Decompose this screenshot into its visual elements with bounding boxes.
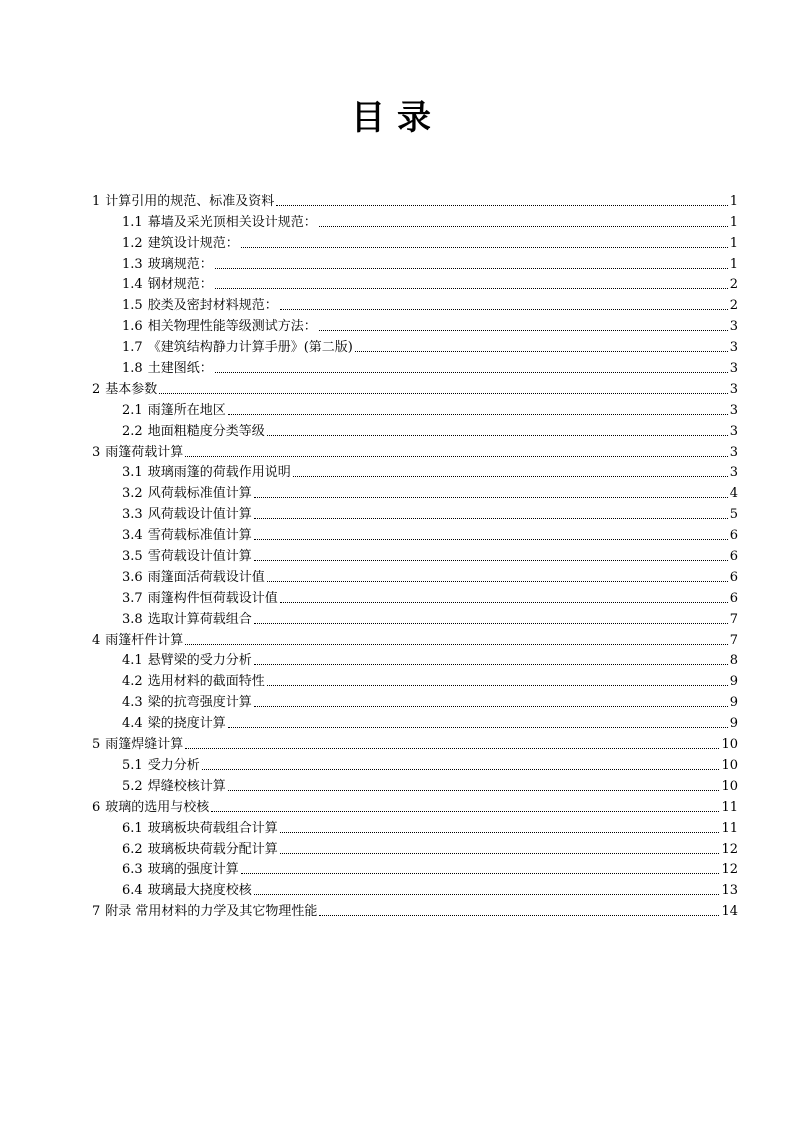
toc-entry-number: 1.8 <box>122 361 143 377</box>
toc-entry[interactable] <box>92 293 738 314</box>
toc-entry-page-number: 2 <box>729 298 738 314</box>
dot-leader <box>254 623 728 624</box>
toc-entry-number: 3.2 <box>122 486 143 502</box>
toc-entry-title: 雪荷载设计值计算 <box>147 549 252 565</box>
toc-entry-title: 焊缝校核计算 <box>147 778 226 794</box>
toc-entry-page-number: 6 <box>729 569 738 585</box>
toc-entry-number: 3.3 <box>122 507 143 523</box>
dot-leader <box>280 832 720 833</box>
toc-entry-page-number: 11 <box>721 820 738 836</box>
toc-entry-number: 3.6 <box>122 569 143 585</box>
toc-entry[interactable] <box>92 398 738 419</box>
toc-entry-number: 1.7 <box>122 340 143 356</box>
toc-entry-title: 地面粗糙度分类等级 <box>147 423 265 439</box>
toc-entry-page-number: 3 <box>729 319 738 335</box>
toc-entry[interactable] <box>92 502 738 523</box>
dot-leader <box>254 497 728 498</box>
toc-entry-page-number: 9 <box>729 716 738 732</box>
toc-entry-title: 钢材规范： <box>147 277 213 293</box>
toc-entry-title: 土建图纸： <box>147 361 213 377</box>
toc-entry-title: 《建筑结构静力计算手册》(第二版) <box>147 340 353 356</box>
toc-entry-number: 6.3 <box>122 862 143 878</box>
dot-leader <box>254 706 728 707</box>
toc-entry[interactable] <box>92 461 738 482</box>
toc-entry-title: 附录 常用材料的力学及其它物理性能 <box>105 904 318 920</box>
dot-leader <box>280 309 728 310</box>
toc-entry-page-number: 1 <box>729 214 738 230</box>
toc-entry[interactable] <box>92 565 738 586</box>
toc-entry-page-number: 1 <box>729 256 738 272</box>
toc-entry-page-number: 13 <box>721 883 738 899</box>
toc-entry-number: 5 <box>92 737 101 753</box>
dot-leader <box>280 853 720 854</box>
toc-entry-number: 6.2 <box>122 841 143 857</box>
toc-entry[interactable] <box>92 586 738 607</box>
toc-entry-number: 4.3 <box>122 695 143 711</box>
toc-entry-number: 3.7 <box>122 590 143 606</box>
toc-entry-page-number: 10 <box>721 757 738 773</box>
toc-entry[interactable] <box>92 899 738 920</box>
toc-entry-title: 计算引用的规范、标准及资料 <box>105 193 275 209</box>
toc-entry-page-number: 6 <box>729 590 738 606</box>
toc-entry-page-number: 10 <box>721 778 738 794</box>
dot-leader <box>202 769 720 770</box>
toc-entry-title: 风荷载设计值计算 <box>147 507 252 523</box>
toc-entry-page-number: 12 <box>721 862 738 878</box>
toc-entry-title: 雨篷构件恒荷载设计值 <box>147 590 278 606</box>
toc-entry-page-number: 3 <box>729 423 738 439</box>
toc-entry[interactable] <box>92 356 738 377</box>
toc-entry[interactable] <box>92 690 738 711</box>
dot-leader <box>355 351 728 352</box>
toc-entry-number: 4.2 <box>122 674 143 690</box>
dot-leader <box>215 268 728 269</box>
toc-entry-title: 梁的抗弯强度计算 <box>147 695 252 711</box>
dot-leader <box>254 518 728 519</box>
toc-entry-page-number: 3 <box>729 381 738 397</box>
dot-leader <box>185 456 727 457</box>
dot-leader <box>228 727 728 728</box>
dot-leader <box>267 685 728 686</box>
toc-entry[interactable] <box>92 878 738 899</box>
toc-entry-page-number: 7 <box>729 611 738 627</box>
toc-entry-number: 1.3 <box>122 256 143 272</box>
dot-leader <box>228 414 728 415</box>
dot-leader <box>185 748 719 749</box>
toc-entry[interactable] <box>92 774 738 795</box>
dot-leader <box>293 476 728 477</box>
dot-leader <box>215 288 728 289</box>
toc-entry[interactable] <box>92 732 738 753</box>
dot-leader <box>211 811 719 812</box>
dot-leader <box>280 602 728 603</box>
toc-entry[interactable] <box>92 669 738 690</box>
toc-entry-title: 玻璃雨篷的荷载作用说明 <box>147 465 291 481</box>
toc-entry-title: 悬臂梁的受力分析 <box>147 653 252 669</box>
toc-entry-title: 雨篷面活荷载设计值 <box>147 569 265 585</box>
toc-entry[interactable] <box>92 189 738 210</box>
dot-leader <box>276 205 727 206</box>
toc-entry-title: 玻璃规范： <box>147 256 213 272</box>
toc-entry-title: 受力分析 <box>147 757 200 773</box>
toc-entry-page-number: 1 <box>729 193 738 209</box>
toc-entry[interactable] <box>92 419 738 440</box>
toc-entry[interactable] <box>92 858 738 879</box>
toc-entry-number: 5.1 <box>122 757 143 773</box>
toc-entry[interactable] <box>92 210 738 231</box>
toc-entry-number: 2 <box>92 381 101 397</box>
toc-entry-number: 6 <box>92 799 101 815</box>
toc-entry-number: 3.4 <box>122 528 143 544</box>
toc-entry-title: 建筑设计规范： <box>147 235 239 251</box>
toc-entry[interactable] <box>92 335 738 356</box>
toc-entry-number: 3 <box>92 444 101 460</box>
toc-entry[interactable] <box>92 231 738 252</box>
toc-entry-title: 雨篷荷载计算 <box>105 444 184 460</box>
toc-entry-number: 2.1 <box>122 402 143 418</box>
toc-entry-title: 幕墙及采光顶相关设计规范： <box>147 214 317 230</box>
toc-entry-number: 2.2 <box>122 423 143 439</box>
toc-entry-number: 1.2 <box>122 235 143 251</box>
toc-entry[interactable] <box>92 753 738 774</box>
toc-entry-page-number: 6 <box>729 528 738 544</box>
toc-entry-number: 4 <box>92 632 101 648</box>
toc-entry[interactable] <box>92 837 738 858</box>
toc-entry[interactable] <box>92 440 738 461</box>
toc-entry-page-number: 9 <box>729 674 738 690</box>
toc-entry-page-number: 11 <box>721 799 738 815</box>
toc-entry-title: 玻璃的强度计算 <box>147 862 239 878</box>
toc-entry-number: 5.2 <box>122 778 143 794</box>
toc-entry-page-number: 12 <box>721 841 738 857</box>
toc-entry[interactable] <box>92 481 738 502</box>
toc-entry-page-number: 14 <box>721 904 738 920</box>
toc-entry-title: 雨篷所在地区 <box>147 402 226 418</box>
toc-entry[interactable] <box>92 795 738 816</box>
toc-entry[interactable] <box>92 607 738 628</box>
toc-entry-title: 雨篷杆件计算 <box>105 632 184 648</box>
toc-entry[interactable] <box>92 628 738 649</box>
toc-entry-number: 1 <box>92 193 101 209</box>
toc-entry-title: 玻璃板块荷载组合计算 <box>147 820 278 836</box>
toc-entry-page-number: 6 <box>729 549 738 565</box>
toc-entry[interactable] <box>92 252 738 273</box>
toc-entry-page-number: 7 <box>729 632 738 648</box>
toc-entry-title: 玻璃的选用与校核 <box>105 799 210 815</box>
toc-entry-page-number: 3 <box>729 361 738 377</box>
toc-entry-page-number: 5 <box>729 507 738 523</box>
toc-entry[interactable] <box>92 711 738 732</box>
dot-leader <box>267 435 728 436</box>
toc-entry-number: 4.1 <box>122 653 143 669</box>
toc-entry-number: 1.5 <box>122 298 143 314</box>
toc-entry-number: 1.4 <box>122 277 143 293</box>
toc-entry-title: 选用材料的截面特性 <box>147 674 265 690</box>
dot-leader <box>215 372 728 373</box>
dot-leader <box>254 894 720 895</box>
page-title: 目录 <box>351 98 443 138</box>
toc-entry[interactable] <box>92 816 738 837</box>
toc-entry-number: 3.5 <box>122 549 143 565</box>
toc-entry-page-number: 1 <box>729 235 738 251</box>
toc-entry-title: 风荷载标准值计算 <box>147 486 252 502</box>
dot-leader <box>319 226 728 227</box>
toc-entry[interactable] <box>92 544 738 565</box>
toc-entry-number: 1.6 <box>122 319 143 335</box>
toc-entry[interactable] <box>92 377 738 398</box>
toc-entry-page-number: 2 <box>729 277 738 293</box>
toc-entry[interactable] <box>92 314 738 335</box>
dot-leader <box>241 247 728 248</box>
dot-leader <box>241 873 720 874</box>
toc-entry-page-number: 3 <box>729 465 738 481</box>
dot-leader <box>228 790 720 791</box>
toc-entry-number: 4.4 <box>122 716 143 732</box>
table-of-contents <box>92 189 738 920</box>
toc-entry-title: 雪荷载标准值计算 <box>147 528 252 544</box>
toc-entry-title: 玻璃板块荷载分配计算 <box>147 841 278 857</box>
toc-entry-page-number: 3 <box>729 340 738 356</box>
toc-entry-number: 7 <box>92 904 101 920</box>
toc-entry-page-number: 3 <box>729 402 738 418</box>
toc-entry-page-number: 8 <box>729 653 738 669</box>
toc-entry-page-number: 3 <box>729 444 738 460</box>
dot-leader <box>254 560 728 561</box>
toc-entry-title: 基本参数 <box>105 381 158 397</box>
toc-entry-number: 3.1 <box>122 465 143 481</box>
toc-entry-title: 选取计算荷载组合 <box>147 611 252 627</box>
toc-entry-page-number: 9 <box>729 695 738 711</box>
toc-entry-number: 6.4 <box>122 883 143 899</box>
toc-entry-number: 1.1 <box>122 214 143 230</box>
toc-entry-title: 雨篷焊缝计算 <box>105 737 184 753</box>
toc-entry-title: 相关物理性能等级测试方法： <box>147 319 317 335</box>
dot-leader <box>254 539 728 540</box>
toc-entry[interactable] <box>92 649 738 670</box>
toc-entry-number: 3.8 <box>122 611 143 627</box>
dot-leader <box>267 581 728 582</box>
dot-leader <box>254 664 728 665</box>
toc-entry-number: 6.1 <box>122 820 143 836</box>
dot-leader <box>319 915 719 916</box>
toc-entry[interactable] <box>92 523 738 544</box>
toc-entry[interactable] <box>92 273 738 294</box>
dot-leader <box>185 644 727 645</box>
dot-leader <box>319 330 728 331</box>
dot-leader <box>159 393 727 394</box>
toc-entry-title: 胶类及密封材料规范： <box>147 298 278 314</box>
toc-entry-title: 梁的挠度计算 <box>147 716 226 732</box>
toc-entry-title: 玻璃最大挠度校核 <box>147 883 252 899</box>
toc-entry-page-number: 4 <box>729 486 738 502</box>
toc-entry-page-number: 10 <box>721 737 738 753</box>
